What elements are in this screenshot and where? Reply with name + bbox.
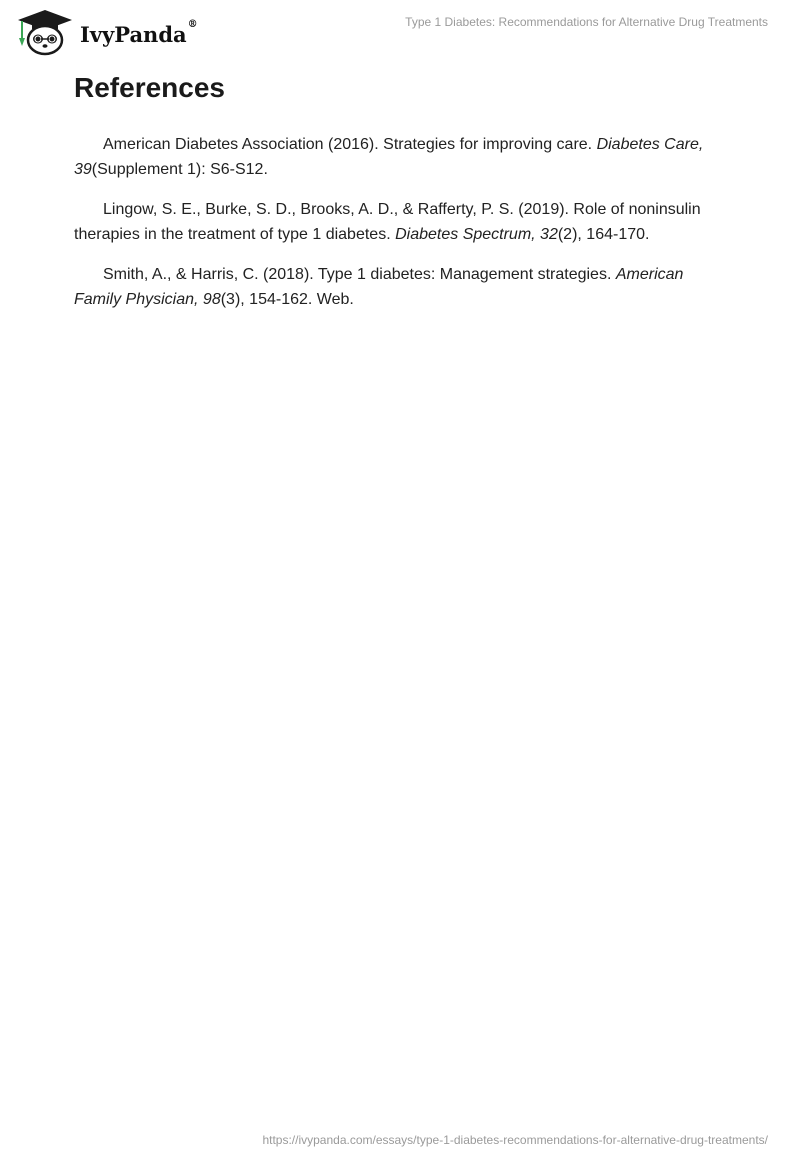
references-list bbox=[74, 132, 726, 327]
logo-wordmark: IvyPanda® bbox=[80, 18, 198, 47]
reference-item: American Diabetes Association (2016). Strategies for improving care. Diabetes Care, 39(Supplement 1): S6-S12. bbox=[74, 136, 704, 178]
reference-item: Lingow, S. E., Burke, S. D., Brooks, A. D., & Rafferty, P. S. (2019). Role of noninsulin therapies in the treatment of type 1 diabetes. Diabetes Spectrum, 32(2), 164-170. bbox=[74, 201, 701, 243]
document-title: Type 1 Diabetes: Recommendations for Alternative Drug Treatments bbox=[405, 15, 768, 29]
reference-item: Smith, A., & Harris, C. (2018). Type 1 diabetes: Management strategies. American Family Physician, 98(3), 154-162. Web. bbox=[74, 266, 684, 308]
ivypanda-logo[interactable] bbox=[14, 8, 204, 56]
page-header bbox=[0, 0, 800, 60]
registered-mark: ® bbox=[187, 18, 198, 30]
references-heading: References bbox=[74, 72, 225, 103]
source-url[interactable]: https://ivypanda.com/essays/type-1-diabetes-recommendations-for-alternative-drug-treatments/ bbox=[262, 1133, 768, 1147]
panda-graduate-logo-icon bbox=[14, 8, 76, 56]
